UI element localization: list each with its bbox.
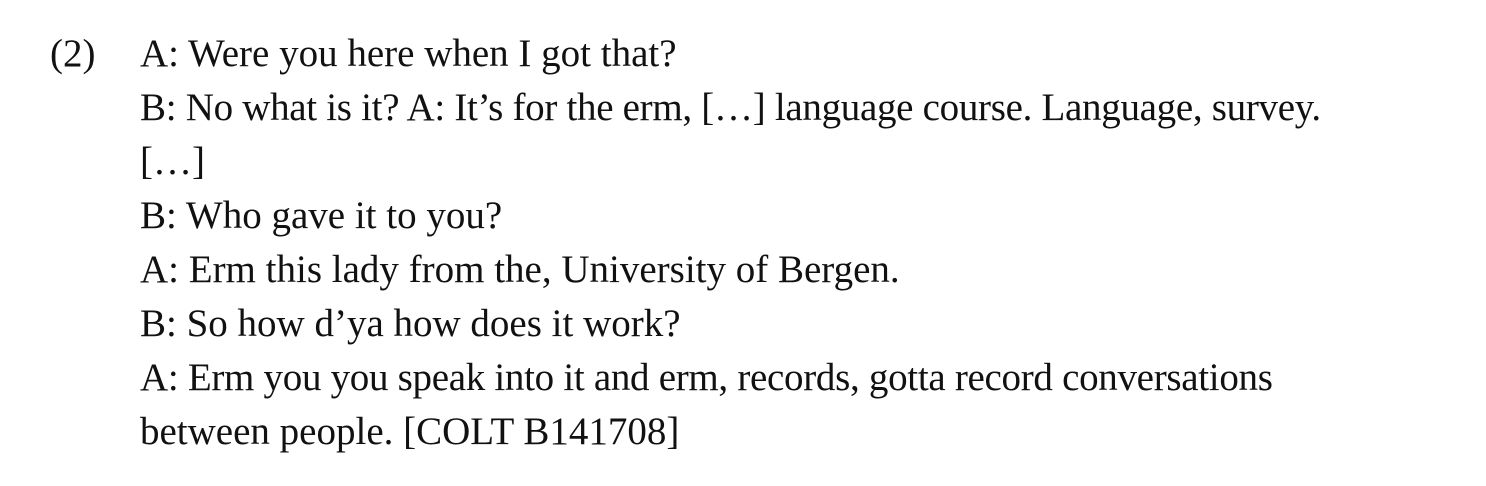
- dialogue-line: between people. [COLT B141708]: [140, 410, 680, 453]
- dialogue-line: B: Who gave it to you?: [140, 194, 503, 237]
- dialogue-line: […]: [140, 140, 205, 183]
- example-number: (2): [50, 32, 96, 75]
- dialogue-transcript: [140, 27, 1470, 459]
- dialogue-line: A: Erm you you speak into it and erm, records, gotta record conversations: [140, 356, 1273, 399]
- dialogue-line: B: No what is it? A: It’s for the erm, […] language course. Language, survey.: [140, 86, 1321, 129]
- dialogue-line: A: Erm this lady from the, University of Bergen.: [140, 248, 900, 291]
- dialogue-line: A: Were you here when I got that?: [140, 32, 677, 75]
- dialogue-line: B: So how d’ya how does it work?: [140, 302, 681, 345]
